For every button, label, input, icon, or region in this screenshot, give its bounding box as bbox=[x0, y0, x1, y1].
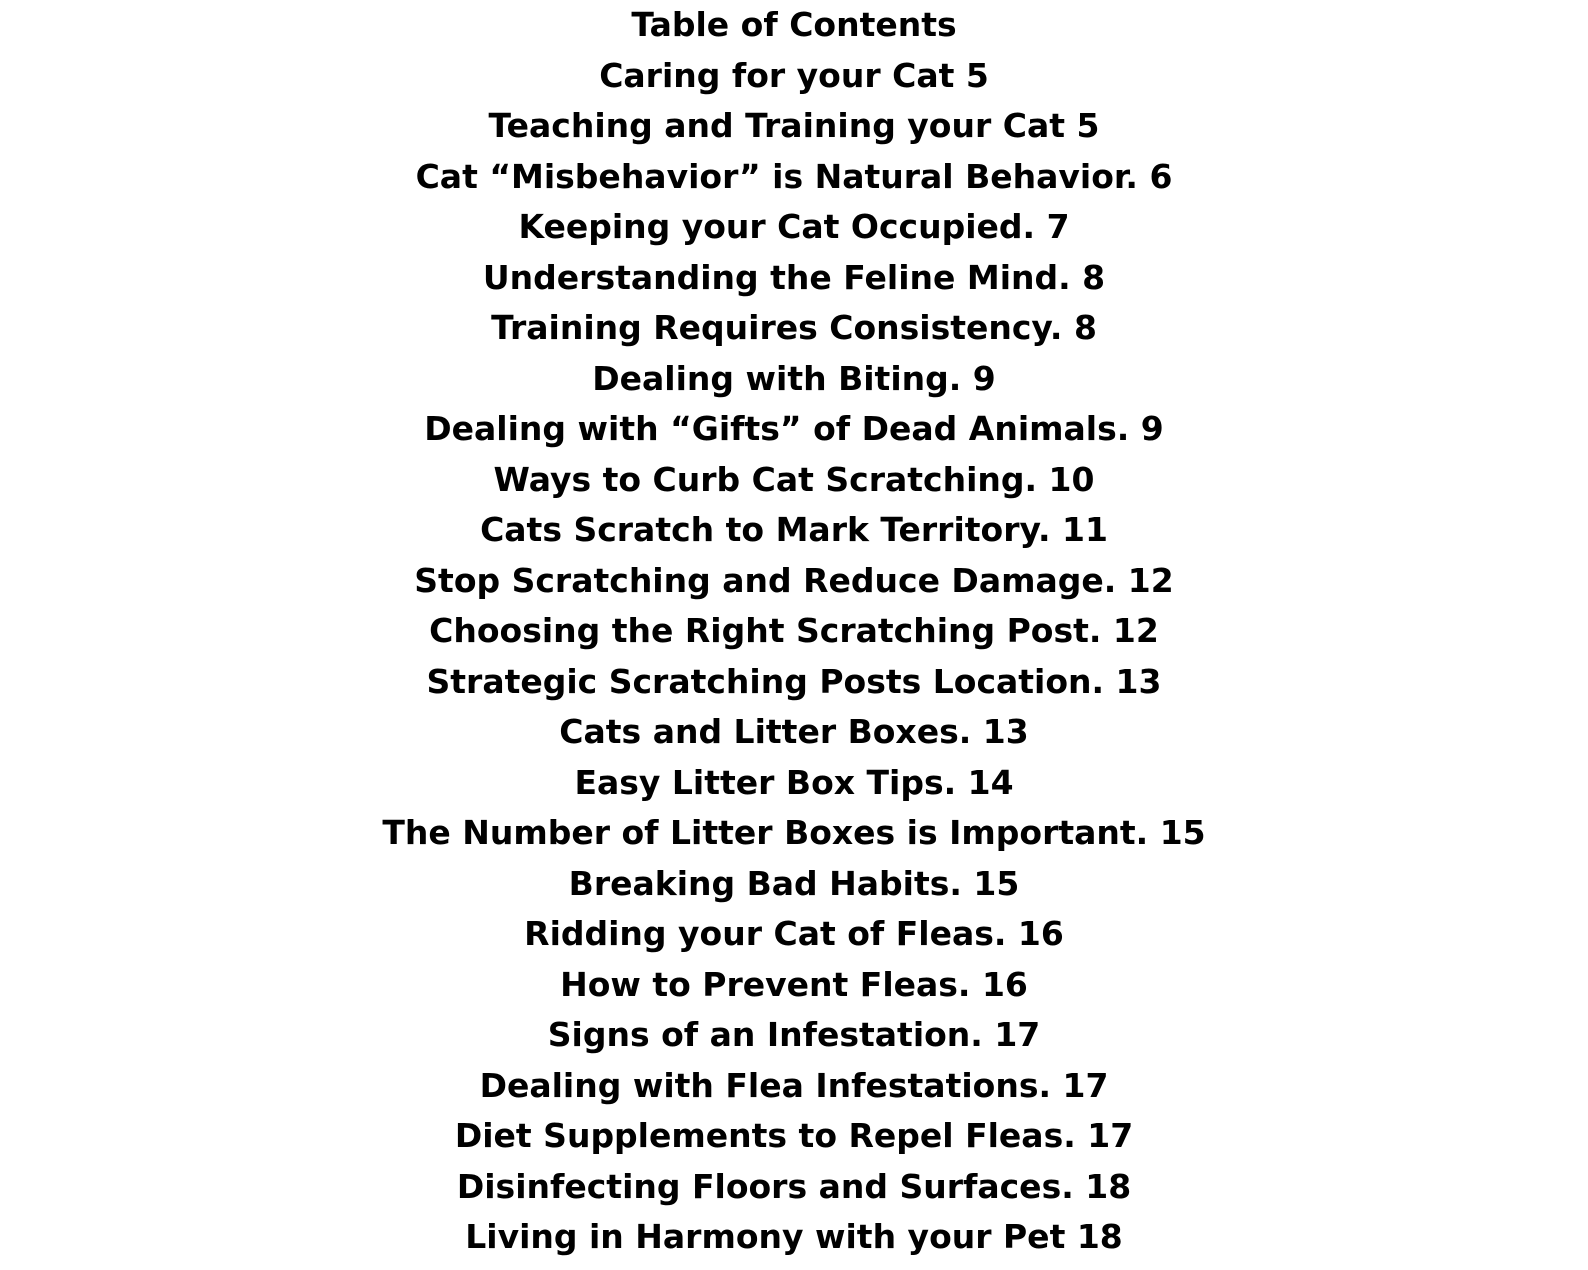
toc-entry: Teaching and Training your Cat 5 bbox=[488, 106, 1100, 145]
toc-title: Table of Contents bbox=[631, 5, 957, 44]
toc-entry: Dealing with Biting. 9 bbox=[592, 358, 996, 398]
toc-entry: Training Requires Consistency. 8 bbox=[491, 308, 1097, 347]
toc-entry: Cats Scratch to Mark Territory. 11 bbox=[480, 510, 1108, 549]
toc-entry: Caring for your Cat 5 bbox=[599, 55, 989, 95]
toc-entry: Strategic Scratching Posts Location. 13 bbox=[426, 661, 1162, 701]
toc-entry: Stop Scratching and Reduce Damage. 12 bbox=[414, 560, 1174, 600]
toc-entry: Living in Harmony with your Pet 18 bbox=[465, 1217, 1123, 1256]
toc-entry: Dealing with “Gifts” of Dead Animals. 9 bbox=[424, 409, 1164, 448]
toc-entry: Breaking Bad Habits. 15 bbox=[568, 863, 1020, 903]
toc-entry: Cat “Misbehavior” is Natural Behavior. 6 bbox=[415, 156, 1173, 196]
toc-entry: The Number of Litter Boxes is Important. 15 bbox=[382, 813, 1206, 852]
toc-entry: Disinfecting Floors and Surfaces. 18 bbox=[456, 1166, 1132, 1206]
toc-entry: Easy Litter Box Tips. 14 bbox=[574, 762, 1014, 802]
toc-entry: Diet Supplements to Repel Fleas. 17 bbox=[454, 1116, 1134, 1155]
toc-entry: Ways to Curb Cat Scratching. 10 bbox=[493, 459, 1095, 499]
toc-entry: Ridding your Cat of Fleas. 16 bbox=[524, 914, 1064, 953]
toc-entry: Choosing the Right Scratching Post. 12 bbox=[429, 611, 1159, 650]
toc-entry: Signs of an Infestation. 17 bbox=[547, 1015, 1041, 1054]
toc-entry: Dealing with Flea Infestations. 17 bbox=[479, 1065, 1109, 1105]
toc-entry: Keeping your Cat Occupied. 7 bbox=[518, 207, 1070, 246]
toc-entry: How to Prevent Fleas. 16 bbox=[560, 964, 1028, 1004]
toc-entry: Cats and Litter Boxes. 13 bbox=[559, 712, 1029, 751]
toc-entry: Understanding the Feline Mind. 8 bbox=[482, 257, 1106, 297]
